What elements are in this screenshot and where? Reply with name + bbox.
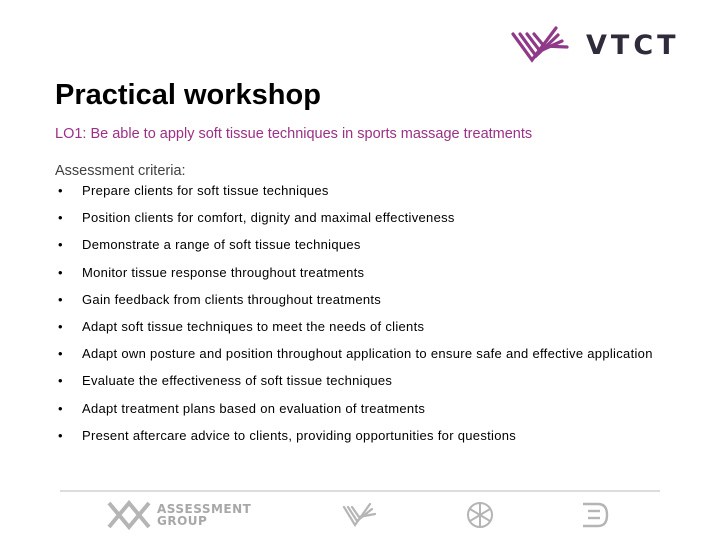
criterion-text: Prepare clients for soft tissue techniques [82, 183, 329, 198]
criterion-text: Adapt treatment plans based on evaluation of treatments [82, 400, 426, 416]
assessment-group-line2: GROUP [157, 514, 208, 528]
list-item [55, 177, 715, 204]
criterion-text: Monitor tissue response throughout treatments [82, 264, 365, 280]
bullet-icon: • [58, 264, 63, 280]
itec-logo-icon [580, 501, 610, 529]
criterion-text: Adapt soft tissue techniques to meet the needs of clients [82, 318, 425, 334]
list-item [55, 367, 715, 394]
list-item [55, 422, 715, 449]
list-item [55, 395, 715, 422]
assessment-group-wordmark [157, 503, 251, 527]
vtct-wordmark: VTCT [586, 30, 680, 61]
bullet-icon: • [58, 237, 63, 253]
criterion-text: Gain feedback from clients throughout treatments [82, 291, 382, 307]
bullet-icon: • [58, 373, 63, 389]
vtct-mark-icon [342, 501, 378, 529]
page-title: Practical workshop [55, 79, 321, 111]
bullet-icon: • [58, 318, 63, 334]
criterion-text: Position clients for comfort, dignity and maximal effectiveness [82, 210, 455, 226]
list-item [55, 286, 715, 313]
list-item [55, 259, 715, 286]
list-item [55, 313, 715, 340]
learning-outcome: LO1: Be able to apply soft tissue techniques in sports massage treatments [55, 126, 533, 142]
bullet-icon: • [58, 291, 63, 307]
criteria-heading: Assessment criteria: [55, 163, 186, 179]
assessment-group-line1: ASSESSMENT [157, 502, 252, 516]
vtct-logo [510, 24, 680, 66]
bullet-icon: • [58, 183, 63, 198]
criterion-text: Adapt own posture and position throughout application to ensure safe and effective application [82, 346, 653, 362]
criterion-text: Evaluate the effectiveness of soft tissue techniques [82, 373, 393, 389]
globe-logo-icon [465, 500, 495, 530]
list-item [55, 204, 715, 231]
assessment-group-logo-icon [105, 499, 153, 531]
list-item [55, 231, 715, 258]
bullet-icon: • [58, 346, 63, 362]
vtct-mark-icon [510, 24, 574, 66]
footer-divider [60, 490, 660, 492]
criterion-text: Demonstrate a range of soft tissue techniques [82, 237, 361, 253]
criterion-text: Present aftercare advice to clients, providing opportunities for questions [82, 427, 517, 443]
bullet-icon: • [58, 427, 63, 443]
list-item [55, 340, 715, 367]
bullet-icon: • [58, 400, 63, 416]
criteria-list [55, 177, 715, 449]
bullet-icon: • [58, 210, 63, 226]
